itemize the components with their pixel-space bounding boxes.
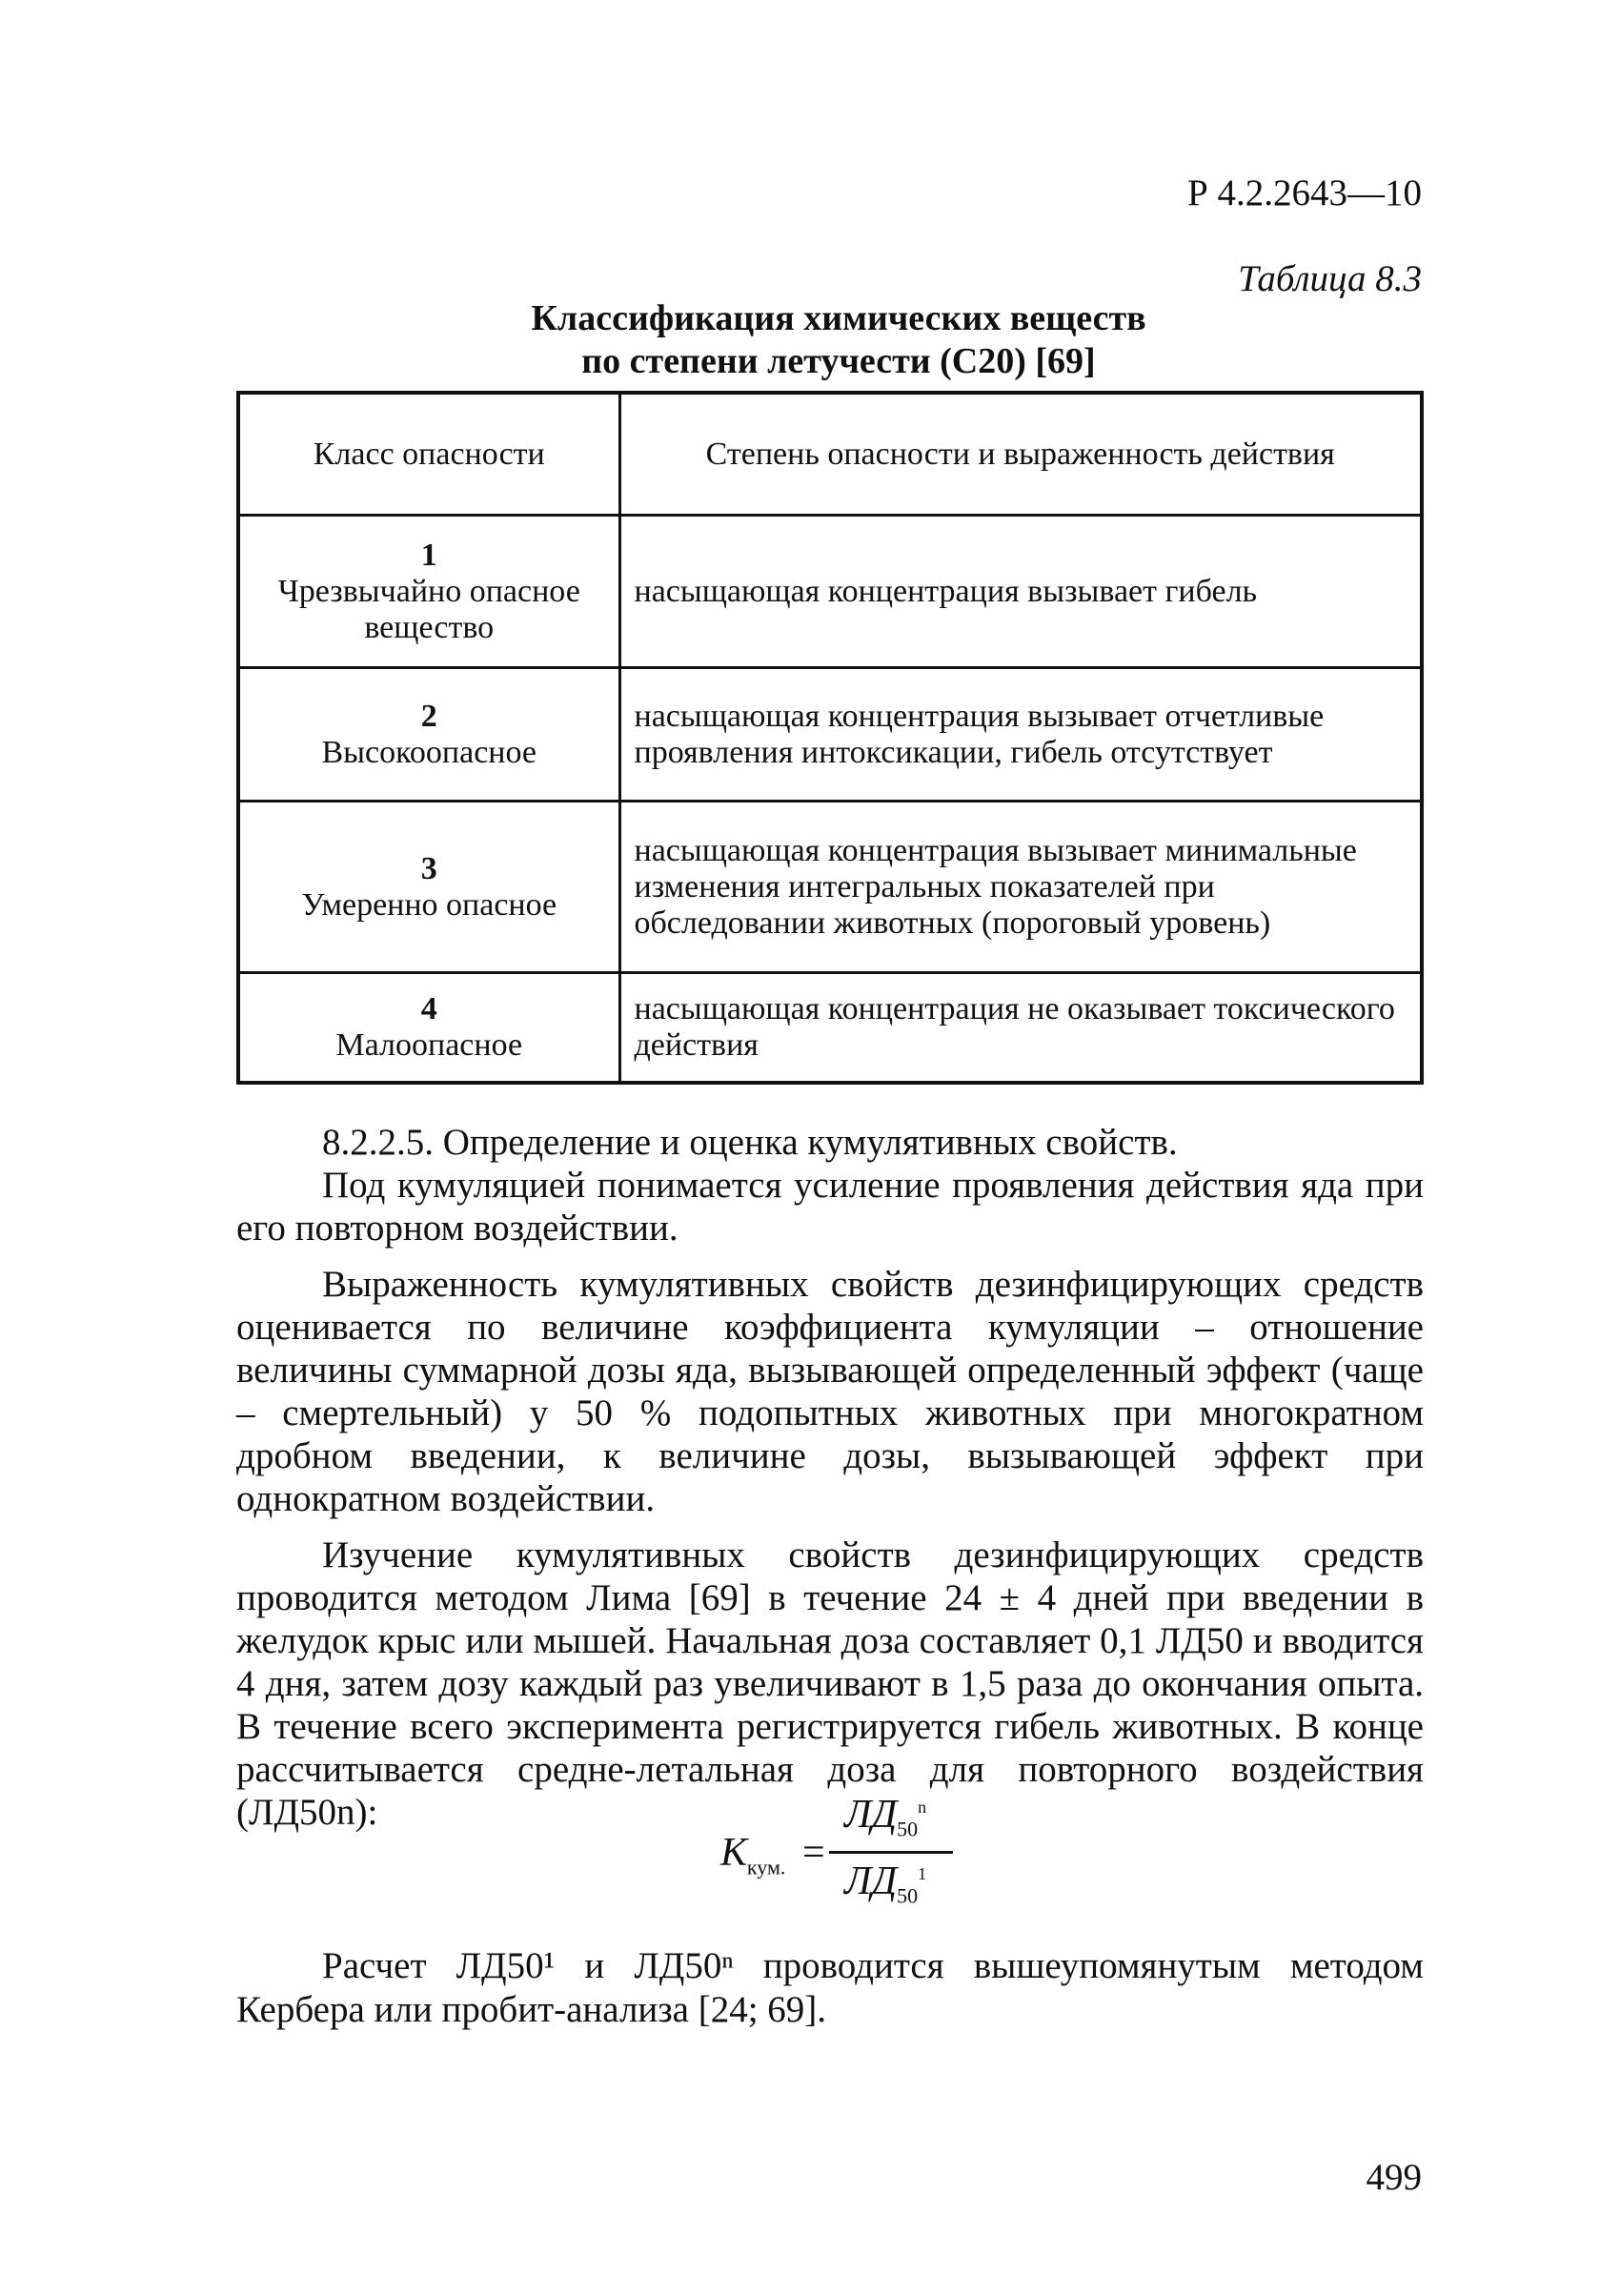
table-row: [238, 516, 1422, 668]
section-heading: 8.2.2.5. Определение и оценка кумулятивных свойств.: [322, 1122, 1178, 1163]
cumulation-formula: [711, 1792, 978, 1916]
formula-denominator: $ЛД_{50}^1$: [844, 1859, 927, 1908]
paragraph-calculation-methods: Расчет ЛД50¹ и ЛД50ⁿ проводится вышеупомянутым методом Кербера или пробит-анализа [24; 69].: [236, 1945, 1424, 2030]
document-code: Р 4.2.2643—10: [1187, 173, 1422, 213]
table-header-row: [238, 393, 1422, 516]
header-hazard-class: Класс опасности: [238, 393, 619, 516]
paragraph-cumulation-definition: Под кумуляцией понимается усиление проявления действия яда при его повторном воздействии.: [236, 1165, 1424, 1249]
closing-text: [236, 1944, 1424, 2032]
hazard-class-table: [236, 391, 1424, 1085]
class-name: Высокоопасное: [321, 734, 537, 770]
class-number: 3: [420, 850, 437, 886]
class-number: 4: [420, 990, 437, 1026]
degree-cell: насыщающая концентрация вызывает отчетливые проявления интоксикации, гибель отсутствует: [619, 668, 1422, 802]
class-cell: [238, 516, 619, 668]
formula-equals: =: [802, 1831, 825, 1875]
class-cell: [238, 802, 619, 973]
table-number: Таблица 8.3: [1238, 258, 1422, 299]
class-number: 1: [420, 537, 437, 573]
degree-cell: насыщающая концентрация вызывает гибель: [619, 516, 1422, 668]
fraction-line: [829, 1851, 953, 1854]
class-cell: [238, 973, 619, 1083]
class-name: Чрезвычайно опасное вещество: [277, 573, 580, 645]
paragraph-cumulation-coefficient: Выраженность кумулятивных свойств дезинфицирующих средств оценивается по величине коэффициента кумуляции – отношение величины суммарной дозы яда, вызывающей определенный эффект (чаще – смертельный) у 50 % подопытных животных при многократном дробном введении, к величине дозы, вызывающей эффект при однократном воздействии.: [236, 1264, 1424, 1519]
degree-cell: насыщающая концентрация не оказывает токсического действия: [619, 973, 1422, 1083]
class-name: Умеренно опасное: [301, 886, 557, 923]
table-row: [238, 973, 1422, 1083]
body-text: [236, 1121, 1424, 1834]
table-row: [238, 802, 1422, 973]
table-title: [362, 297, 1315, 383]
table-title-line-2: по степени летучести (С20) [69]: [581, 341, 1096, 381]
formula-k: $К_{кум.}$: [720, 1831, 786, 1879]
header-hazard-degree: Степень опасности и выраженность действия: [619, 393, 1422, 516]
paragraph-lim-method: Изучение кумулятивных свойств дезинфицирующих средств проводится методом Лима [69] в течение 24 ± 4 дней при введении в желудок крыс или мышей. Начальная доза составляет 0,1 ЛД50 и вводится 4 дня, затем дозу каждый раз увеличивают в 1,5 раза до окончания опыта. В течение всего эксперимента регистрируется гибель животных. В конце рассчитывается средне-летальная доза для повторного воздействия (ЛД50n):: [236, 1534, 1424, 1833]
page-number: 499: [1366, 2157, 1422, 2198]
table-title-line-1: Классификация химических веществ: [531, 298, 1146, 338]
table-row: [238, 668, 1422, 802]
class-cell: [238, 668, 619, 802]
class-number: 2: [420, 698, 437, 734]
class-name: Малоопасное: [335, 1026, 523, 1063]
degree-cell: насыщающая концентрация вызывает минимальные изменения интегральных показателей при обследовании животных (пороговый уровень): [619, 802, 1422, 973]
formula-numerator: $ЛД_{50}^n$: [844, 1793, 927, 1841]
